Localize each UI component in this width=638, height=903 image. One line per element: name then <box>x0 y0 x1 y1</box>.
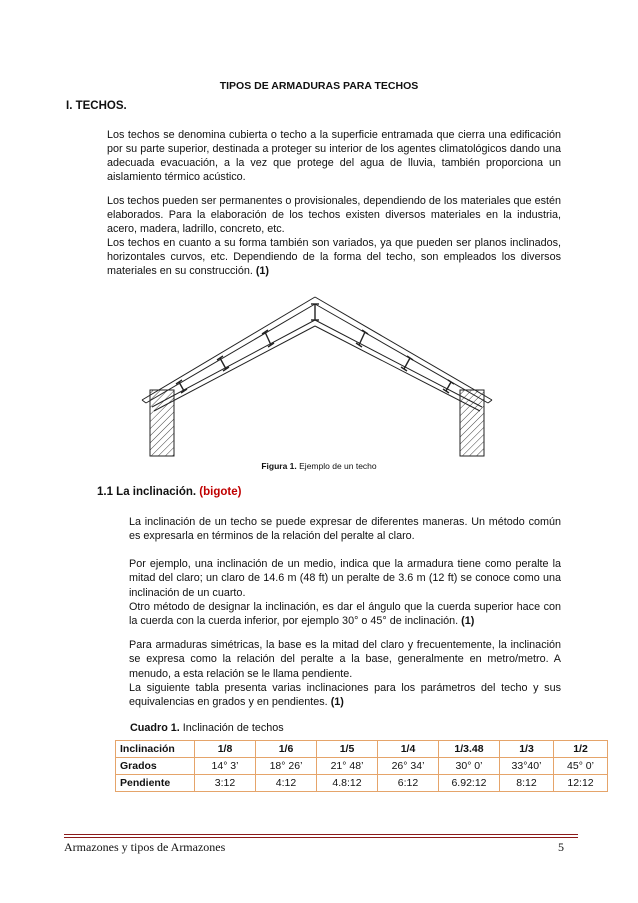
heading-note: (bigote) <box>199 486 242 498</box>
table-row-label: Pendiente <box>116 775 195 792</box>
table-cell: 21° 48’ <box>317 758 378 775</box>
right-wall <box>460 390 484 456</box>
reference-mark: (1) <box>330 696 344 709</box>
table-cell: 8:12 <box>500 775 554 792</box>
table-cell: 1/3 <box>500 741 554 758</box>
table-cell: 6.92:12 <box>439 775 500 792</box>
table-row-label: Inclinación <box>116 741 195 758</box>
roof-truss-figure <box>140 290 500 458</box>
table-cell: 1/5 <box>317 741 378 758</box>
roof-outer-slope <box>142 297 492 403</box>
table-cell: 1/2 <box>554 741 608 758</box>
section-heading-inclinacion: 1.1 La inclinación. (bigote) <box>97 486 242 498</box>
table-cell: 6:12 <box>378 775 439 792</box>
figure-caption: Figura 1. Ejemplo de un techo <box>261 461 377 471</box>
table-cell: 1/8 <box>195 741 256 758</box>
paragraph-techos-definicion: Los techos se denomina cubierta o techo a la superficie entramada que cierra una edificación por su parte superior, destinada a proteger su interior de los agentes climatológicos dando una adecuada evacuación, a la vez que protege del agua de lluvia, también proporciona un aislamiento térmico acústico. <box>107 129 561 183</box>
paragraph-techos-materiales: Los techos pueden ser permanentes o provisionales, dependiendo de los materiales que estén elaborados. Para la elaboración de los techos existen diversos materiales en la industria, acero, madera, ladrillo, concreto, etc. <box>107 195 561 235</box>
footer-rule <box>64 834 578 835</box>
reference-mark: (1) <box>255 265 270 277</box>
table-cell: 26° 34’ <box>378 758 439 775</box>
document-title: TIPOS DE ARMADURAS PARA TECHOS <box>219 80 419 92</box>
page-number: 5 <box>558 840 564 854</box>
table-row <box>116 758 608 775</box>
table-cell: 1/4 <box>378 741 439 758</box>
paragraph-inclinacion-intro: La inclinación de un techo se puede expresar de diferentes maneras. Un método común es expresarla en términos de la relación del peralte al claro. <box>129 516 561 543</box>
table-cell: 45° 0’ <box>554 758 608 775</box>
paragraph-techos-formas: Los techos en cuanto a su forma también son variados, ya que pueden ser planos inclinados, horizontales curvos, etc. Dependiendo de la forma del techo, son empleados los diversos materiales en su construcción. (1) <box>107 237 561 277</box>
table-cell: 3:12 <box>195 775 256 792</box>
table-cell: 14° 3’ <box>195 758 256 775</box>
reference-mark: (1) <box>461 615 475 628</box>
table-cell: 4.8:12 <box>317 775 378 792</box>
left-wall <box>150 390 174 456</box>
table-caption: Cuadro 1. Inclinación de techos <box>130 722 284 734</box>
paragraph-inclinacion-angulo: Otro método de designar la inclinación, es dar el ángulo que la cuerda superior hace con la cuerda con la cuerda inferior, por ejemplo 30° o 45° de inclinación. (1) <box>129 601 561 628</box>
inclination-table <box>115 740 608 792</box>
paragraph-inclinacion-pendiente: Para armaduras simétricas, la base es la mitad del claro y frecuentemente, la inclinación se expresa como la relación del peralte a la base, generalmente en metro/metro. A menudo, a esta relación se le llama pendiente. <box>129 639 561 680</box>
section-heading-techos: I. TECHOS. <box>66 100 127 112</box>
footer-title: Armazones y tipos de Armazones <box>64 840 226 854</box>
table-cell: 33°40’ <box>500 758 554 775</box>
paragraph-inclinacion-tabla: La siguiente tabla presenta varias inclinaciones para los parámetros del techo y sus equivalencias en grados y en pendientes. (1) <box>129 682 561 709</box>
table-cell: 1/3.48 <box>439 741 500 758</box>
footer-rule <box>64 837 578 838</box>
table-cell: 30° 0’ <box>439 758 500 775</box>
table-cell: 1/6 <box>256 741 317 758</box>
table-row <box>116 775 608 792</box>
table-row <box>116 741 608 758</box>
table-cell: 4:12 <box>256 775 317 792</box>
paragraph-inclinacion-ejemplo: Por ejemplo, una inclinación de un medio, indica que la armadura tiene como peralte la mitad del claro; un claro de 14.6 m (48 ft) un peralte de 3.6 m (12 ft) se conoce como una inclinación de un cuarto. <box>129 558 561 599</box>
table-cell: 18° 26’ <box>256 758 317 775</box>
truss-web-members <box>176 304 454 393</box>
table-cell: 12:12 <box>554 775 608 792</box>
table-row-label: Grados <box>116 758 195 775</box>
